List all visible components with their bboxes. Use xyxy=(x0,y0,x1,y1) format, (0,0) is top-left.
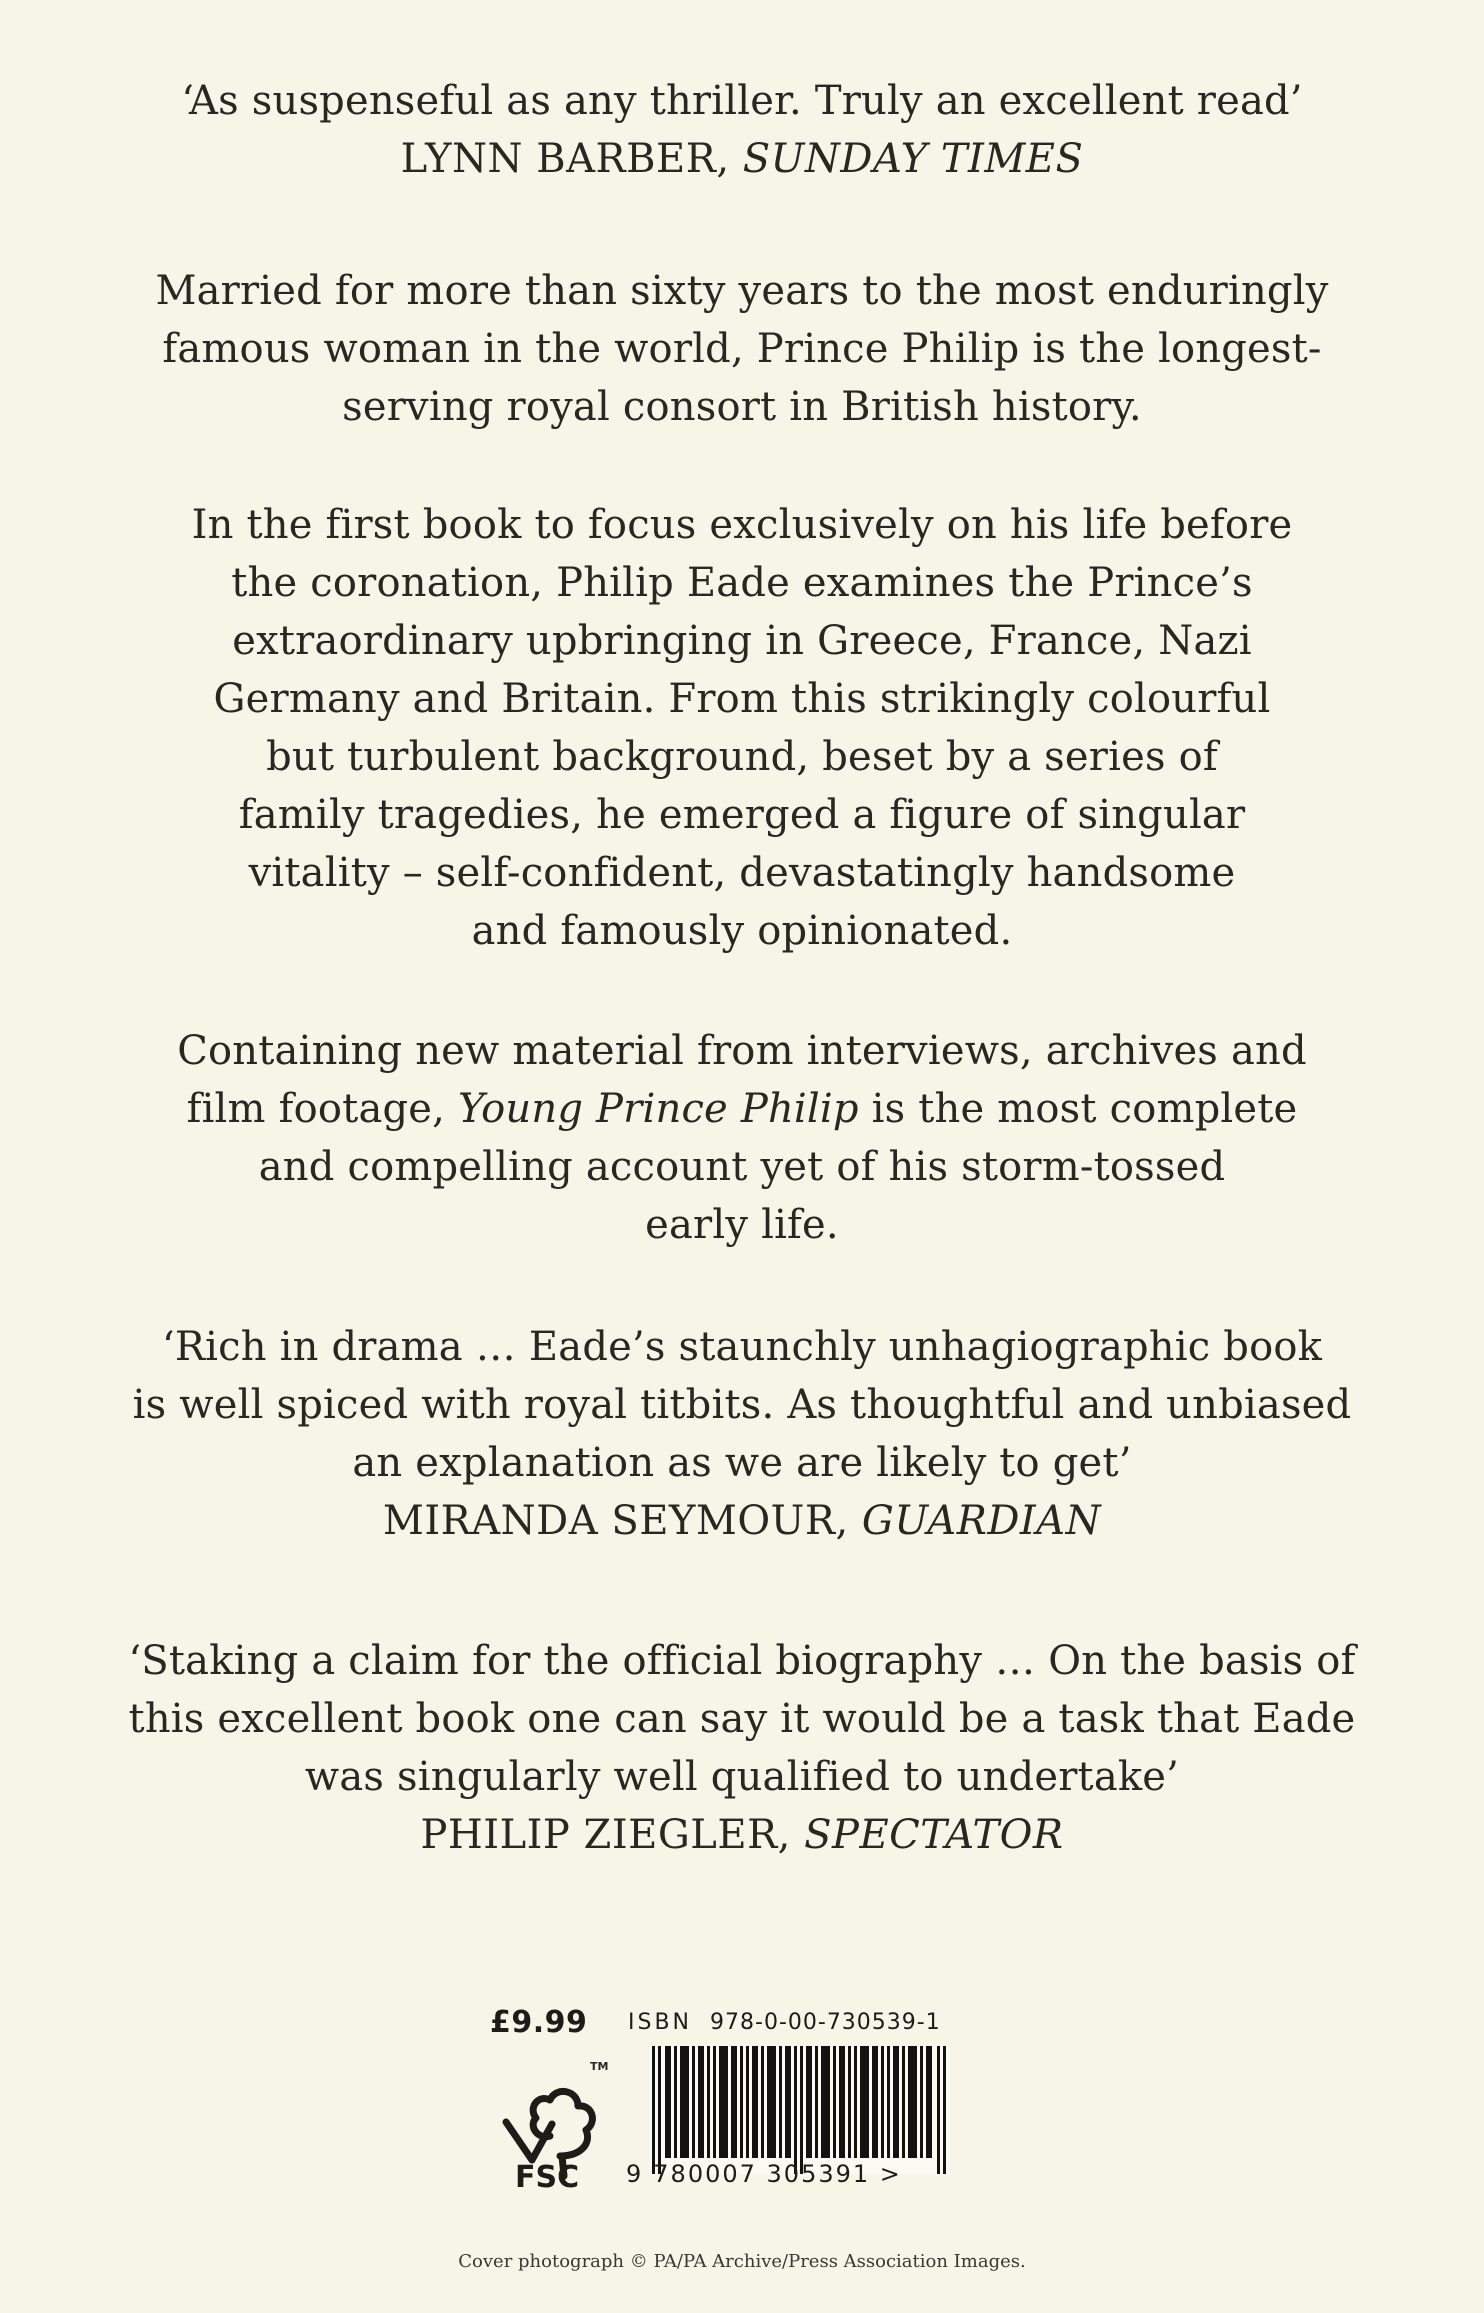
blurb-line: and compelling account yet of his storm-tossed xyxy=(258,1144,1226,1190)
quote-text: ‘Rich in drama … Eade’s staunchly unhagiographic book xyxy=(161,1324,1323,1370)
isbn-text xyxy=(628,2010,941,2035)
barcode-number: 780007 305391 xyxy=(653,2160,871,2188)
blurb-line: famous woman in the world, Prince Philip is the longest- xyxy=(162,326,1322,372)
isbn-number: 978-0-00-730539-1 xyxy=(710,2010,941,2035)
blurb-line: early life. xyxy=(645,1202,839,1248)
review-quote-miranda-seymour xyxy=(90,1318,1394,1550)
isbn-barcode xyxy=(650,2046,950,2174)
quote-source: GUARDIAN xyxy=(861,1498,1102,1544)
price-label: £9.99 xyxy=(490,2005,588,2040)
blurb-line: but turbulent background, beset by a series of xyxy=(266,734,1218,780)
quote-source: SUNDAY TIMES xyxy=(742,136,1084,182)
quote-source: SPECTATOR xyxy=(804,1812,1064,1858)
review-quote-philip-ziegler xyxy=(90,1632,1394,1864)
fsc-label: FSC xyxy=(515,2160,580,2195)
barcode-digits xyxy=(626,2160,902,2188)
cover-photo-credit: Cover photograph © PA/PA Archive/Press Association Images. xyxy=(458,2251,1026,2272)
quote-text: is well spiced with royal titbits. As thoughtful and unbiased xyxy=(132,1382,1352,1428)
blurb-paragraph-2 xyxy=(90,496,1394,960)
blurb-paragraph-1 xyxy=(90,262,1394,436)
blurb-line: serving royal consort in British history. xyxy=(342,384,1142,430)
blurb-text: is the most complete xyxy=(858,1086,1298,1132)
book-title: Young Prince Philip xyxy=(458,1086,859,1132)
fsc-trademark: TM xyxy=(590,2060,609,2073)
blurb-line: the coronation, Philip Eade examines the Prince’s xyxy=(231,560,1253,606)
barcode-arrow: > xyxy=(879,2160,902,2188)
blurb-text: film footage, xyxy=(186,1086,458,1132)
review-quote-lynn-barber xyxy=(90,72,1394,188)
blurb-line xyxy=(90,1080,1394,1138)
barcode-first-digit: 9 xyxy=(626,2160,644,2188)
quote-attribution xyxy=(90,1492,1394,1550)
quote-text: ‘As suspenseful as any thriller. Truly an excellent read’ xyxy=(181,78,1303,124)
blurb-line: and famously opinionated. xyxy=(471,908,1013,954)
blurb-paragraph-3 xyxy=(90,1022,1394,1254)
blurb-line: Containing new material from interviews, archives and xyxy=(177,1028,1307,1074)
blurb-line: Germany and Britain. From this strikingly colourful xyxy=(213,676,1271,722)
blurb-line: family tragedies, he emerged a figure of singular xyxy=(238,792,1246,838)
quote-author: PHILIP ZIEGLER, xyxy=(420,1812,791,1858)
quote-text: an explanation as we are likely to get’ xyxy=(352,1440,1132,1486)
blurb-line: In the first book to focus exclusively on his life before xyxy=(191,502,1293,548)
quote-author: LYNN BARBER, xyxy=(400,136,730,182)
quote-text: ‘Staking a claim for the official biography … On the basis of xyxy=(128,1638,1356,1684)
quote-attribution xyxy=(90,130,1394,188)
blurb-line: vitality – self-confident, devastatingly handsome xyxy=(248,850,1236,896)
blurb-line: extraordinary upbringing in Greece, France, Nazi xyxy=(232,618,1252,664)
isbn-label: ISBN xyxy=(628,2010,693,2035)
quote-text: was singularly well qualified to undertake’ xyxy=(304,1754,1180,1800)
quote-text: this excellent book one can say it would be a task that Eade xyxy=(128,1696,1356,1742)
blurb-line: Married for more than sixty years to the most enduringly xyxy=(155,268,1329,314)
quote-attribution xyxy=(90,1806,1394,1864)
quote-author: MIRANDA SEYMOUR, xyxy=(382,1498,849,1544)
